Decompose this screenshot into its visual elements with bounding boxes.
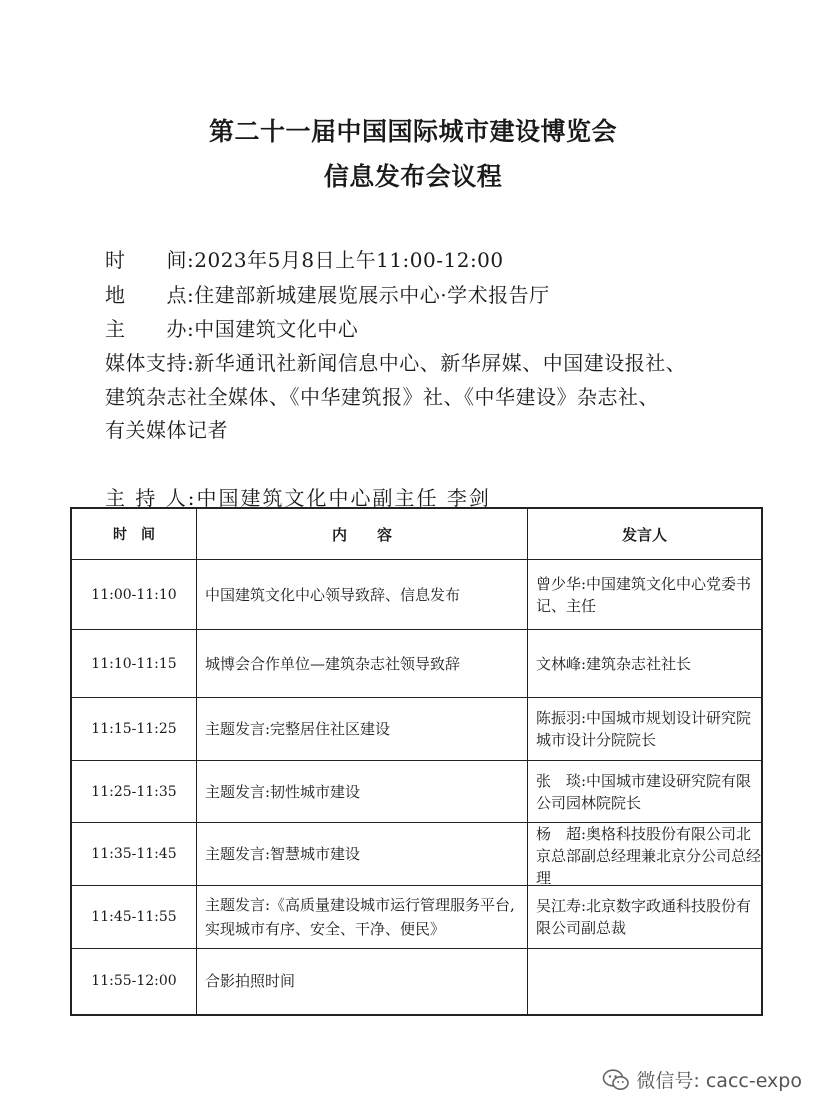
row-time: 11:45-11:55 bbox=[71, 886, 197, 949]
row-content: 中国建筑文化中心领导致辞、信息发布 bbox=[205, 585, 461, 604]
table-header-row bbox=[71, 508, 762, 560]
row-time: 11:00-11:10 bbox=[71, 560, 197, 630]
row-content: 合影拍照时间 bbox=[205, 972, 296, 991]
row-content: 主题发言:智慧城市建设 bbox=[205, 845, 361, 863]
colon: : bbox=[187, 351, 195, 375]
info-media bbox=[105, 347, 686, 376]
moderator-label: 主 持 人 bbox=[105, 486, 188, 510]
table-row bbox=[71, 949, 762, 1015]
host-label: 主 办 bbox=[105, 317, 187, 341]
place-label: 地 点 bbox=[105, 283, 187, 307]
row-time: 11:15-11:25 bbox=[71, 698, 197, 761]
colon: : bbox=[187, 248, 195, 272]
row-speaker: 吴江寿:北京数字政通科技股份有限公司副总裁 bbox=[536, 897, 752, 937]
host-value: 中国建筑文化中心 bbox=[194, 317, 359, 341]
table-row bbox=[71, 761, 762, 823]
row-speaker: 张 琰:中国城市建设研究院有限公司园林院院长 bbox=[536, 771, 752, 812]
row-speaker: 杨 超:奥格科技股份有限公司北京总部副总经理兼北京分公司总经理 bbox=[536, 825, 761, 885]
page-title: 第二十一届中国国际城市建设博览会 bbox=[208, 117, 617, 146]
row-content: 主题发言:《高质量建设城市运行管理服务平台,实现城市有序、安全、干净、便民》 bbox=[205, 896, 515, 938]
header-content: 内 容 bbox=[197, 508, 528, 560]
table-row bbox=[71, 560, 762, 630]
time-value: 2023年5月8日上午11:00-12:00 bbox=[194, 248, 504, 272]
watermark-text: 微信号: cacc-expo bbox=[636, 1070, 802, 1092]
table-row bbox=[71, 630, 762, 698]
media-label: 媒体支持 bbox=[105, 351, 187, 375]
row-time: 11:35-11:45 bbox=[71, 823, 197, 886]
table-row bbox=[71, 698, 762, 761]
media-line1: 新华通讯社新闻信息中心、新华屏媒、中国建设报社、 bbox=[194, 351, 687, 375]
watermark bbox=[602, 1066, 802, 1093]
row-speaker: 文林峰:建筑杂志社社长 bbox=[536, 654, 692, 673]
media-line2: 建筑杂志社全媒体、《中华建筑报》社、《中华建设》杂志社、 bbox=[105, 385, 659, 409]
row-time: 11:55-12:00 bbox=[71, 949, 197, 1015]
moderator-value: 中国建筑文化中心副主任 李剑 bbox=[196, 486, 491, 510]
header-speaker: 发言人 bbox=[528, 508, 763, 560]
row-speaker: 陈振羽:中国城市规划设计研究院城市设计分院院长 bbox=[536, 709, 752, 749]
media-line3: 有关媒体记者 bbox=[105, 418, 228, 442]
table-row bbox=[71, 823, 762, 886]
time-label: 时 间 bbox=[105, 248, 187, 272]
wechat-icon bbox=[602, 1068, 630, 1092]
info-place bbox=[105, 279, 550, 308]
table-row bbox=[71, 886, 762, 949]
row-content: 主题发言:完整居住社区建设 bbox=[205, 720, 391, 738]
row-content: 城博会合作单位—建筑杂志社领导致辞 bbox=[205, 654, 461, 673]
row-time: 11:10-11:15 bbox=[71, 630, 197, 698]
agenda-table bbox=[70, 507, 763, 1016]
page-subtitle: 信息发布会议程 bbox=[323, 162, 503, 191]
info-time bbox=[105, 244, 504, 273]
header-time: 时 间 bbox=[71, 508, 197, 560]
colon: : bbox=[187, 486, 197, 510]
row-speaker: 曾少华:中国建筑文化中心党委书记、主任 bbox=[536, 574, 752, 615]
place-value: 住建部新城建展览展示中心·学术报告厅 bbox=[194, 283, 550, 307]
colon: : bbox=[187, 283, 195, 307]
colon: : bbox=[187, 317, 195, 341]
row-time: 11:25-11:35 bbox=[71, 761, 197, 823]
info-host bbox=[105, 313, 358, 342]
row-content: 主题发言:韧性城市建设 bbox=[205, 782, 361, 801]
